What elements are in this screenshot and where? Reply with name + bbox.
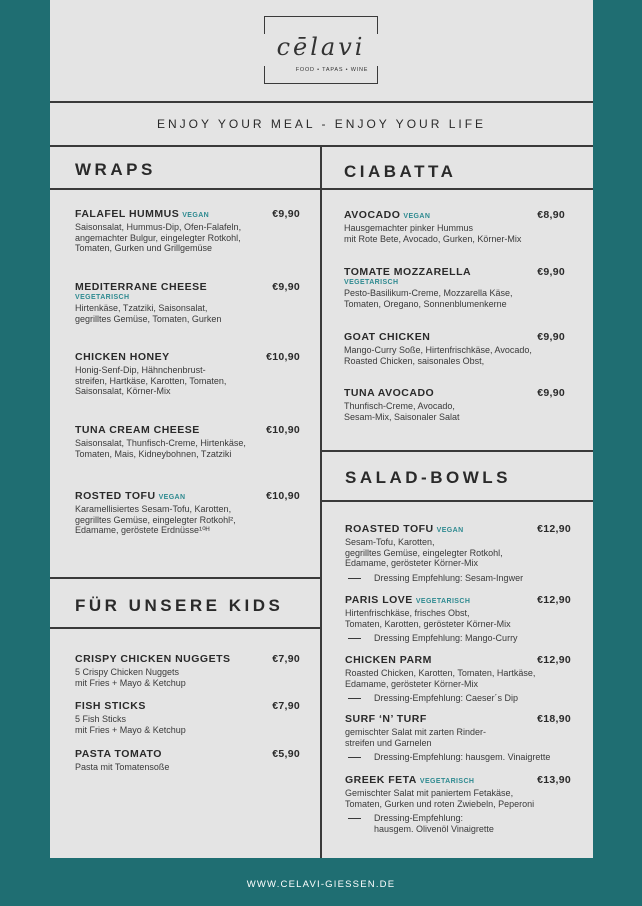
menu-item-name — [344, 387, 565, 399]
dash-line — [348, 757, 361, 758]
divider — [50, 101, 593, 103]
menu-item — [344, 209, 565, 244]
menu-item-price: €13,90 — [537, 774, 571, 786]
menu-item-title: ROSTED TOFU — [75, 490, 156, 502]
menu-item-price: €18,90 — [537, 713, 571, 725]
dressing-line: Dressing-Empfehlung: hausgem. Vinaigrette — [374, 752, 551, 762]
divider — [50, 188, 320, 190]
menu-item-description — [344, 345, 565, 366]
menu-item-title: TOMATE MOZZARELLA — [344, 266, 472, 278]
description-line: Sesam-Mix, Saisonaler Salat — [344, 411, 460, 422]
description-line: Edamame, geröstete Erdnüsse¹⁰ᴴ — [75, 525, 210, 535]
menu-item — [75, 424, 300, 459]
dressing-recommendation — [345, 633, 571, 644]
description-line: streifen und Garnelen — [345, 737, 432, 748]
menu-item-name — [75, 748, 300, 760]
description-line: Saisonsalat, Hummus-Dip, Ofen-Falafeln, — [75, 222, 242, 232]
menu-item-price: €8,90 — [537, 209, 565, 221]
description-line: mit Fries + Mayo & Ketchup — [75, 677, 186, 688]
description-line: Roasted Chicken, Karotten, Tomaten, Hartkäse, — [345, 668, 536, 678]
menu-item-price: €9,90 — [537, 387, 565, 399]
dash-line — [348, 578, 361, 579]
dressing-text — [374, 573, 523, 584]
dressing-line: hausgem. Olivenöl Vinaigrette — [374, 823, 494, 834]
menu-item — [75, 208, 300, 254]
menu-item-description — [344, 223, 565, 244]
menu-item-description — [344, 401, 565, 422]
section-title-kids: FÜR UNSERE KIDS — [75, 596, 284, 615]
menu-item — [75, 748, 300, 773]
description-line: Hausgemachter pinker Hummus — [344, 223, 474, 233]
description-line: gemischter Salat mit zarten Rinder- — [345, 727, 487, 737]
menu-item-title: ROASTED TOFU — [345, 523, 434, 535]
diet-badge: VEGETARISCH — [344, 279, 399, 286]
description-line: Tomaten, Oregano, Sonnenblumenkerne — [344, 298, 507, 309]
menu-item — [345, 594, 571, 644]
menu-item-title: FALAFEL HUMMUS — [75, 208, 180, 220]
dressing-text — [374, 752, 550, 763]
divider — [320, 188, 593, 190]
menu-item-price: €10,90 — [266, 351, 300, 363]
menu-item-price: €10,90 — [266, 424, 300, 436]
description-line: Hirtenfrischkäse, frisches Obst, — [345, 608, 470, 618]
menu-item-description — [345, 668, 571, 689]
description-line: Saisonsalat, Thunfisch-Creme, Hirtenkäse, — [75, 438, 246, 448]
menu-item-price: €12,90 — [537, 523, 571, 535]
menu-item-title: PARIS LOVE — [345, 594, 413, 606]
logo — [264, 16, 378, 84]
dressing-text — [374, 813, 494, 834]
section-title-salad-bowls: SALAD-BOWLS — [345, 468, 511, 487]
divider — [50, 145, 593, 147]
menu-item-title: MEDITERRANE CHEESE — [75, 281, 208, 293]
menu-item-name — [75, 700, 300, 712]
description-line: gegrilltes Gemüse, eingelegter Rotkohl², — [75, 514, 236, 525]
menu-item-description — [75, 504, 300, 536]
dressing-recommendation — [345, 573, 571, 584]
menu-item-price: €10,90 — [266, 490, 300, 502]
menu-item — [345, 523, 571, 583]
description-line: Thunfisch-Creme, Avocado, — [344, 401, 455, 411]
diet-badge: VEGAN — [436, 527, 464, 534]
menu-item-name — [344, 209, 565, 221]
description-line: Honig-Senf-Dip, Hähnchenbrust- — [75, 365, 206, 375]
description-line: gegrilltes Gemüse, Tomaten, Gurken — [75, 313, 222, 324]
dressing-line: Dressing Empfehlung: Sesam-Ingwer — [374, 572, 524, 583]
description-line: Tomaten, Mais, Kidneybohnen, Tzatziki — [75, 448, 232, 459]
menu-item-description — [75, 222, 300, 254]
menu-item-name — [344, 331, 565, 343]
logo-name: cēlavi — [276, 33, 366, 61]
menu-item-price: €7,90 — [272, 653, 300, 665]
menu-item-title: CHICKEN PARM — [345, 654, 432, 666]
menu-item — [345, 713, 571, 763]
description-line: 5 Fish Sticks — [75, 714, 127, 724]
description-line: Gemischter Salat mit paniertem Fetakäse, — [345, 788, 514, 798]
dash-line — [348, 698, 361, 699]
description-line: Roasted Chicken, saisonales Obst, — [344, 355, 485, 366]
menu-item — [344, 387, 565, 422]
menu-item — [75, 700, 300, 735]
menu-item-name — [75, 281, 300, 301]
menu-item-price: €9,90 — [537, 331, 565, 343]
description-line: 5 Crispy Chicken Nuggets — [75, 667, 180, 677]
divider — [320, 500, 593, 502]
description-line: Tomaten, Karotten, gerösteter Körner-Mix — [345, 618, 511, 629]
menu-item-description — [75, 762, 300, 773]
description-line: angemachter Bulgur, eingelegter Rotkohl, — [75, 232, 241, 243]
dressing-line: Dressing-Empfehlung: Caeser´s Dip — [374, 693, 519, 703]
description-line: Pesto-Basilikum-Creme, Mozzarella Käse, — [344, 288, 513, 298]
menu-item-price: €5,90 — [272, 748, 300, 760]
description-line: Saisonsalat, Körner-Mix — [75, 386, 171, 396]
description-line: mit Fries + Mayo & Ketchup — [75, 724, 186, 735]
menu-item-title: GOAT CHICKEN — [344, 331, 431, 343]
dressing-text — [374, 633, 518, 644]
dressing-recommendation — [345, 813, 571, 834]
description-line: gegrilltes Gemüse, eingelegter Rotkohl, — [345, 547, 503, 558]
menu-item-description — [344, 288, 565, 309]
logo-subtitle: FOOD • TAPAS • WINE — [295, 67, 369, 73]
menu-item — [75, 281, 300, 324]
divider — [50, 577, 320, 579]
menu-item-name — [75, 653, 300, 665]
description-line: Edamame, gerösteter Körner-Mix — [345, 678, 479, 689]
menu-item-description — [345, 537, 571, 569]
menu-item-description — [75, 365, 300, 397]
description-line: Pasta mit Tomatensoße — [75, 762, 170, 772]
menu-item-description — [75, 667, 300, 688]
menu-item-description — [345, 608, 571, 629]
description-line: Hirtenkäse, Tzatziki, Saisonsalat, — [75, 303, 208, 313]
menu-item-description — [75, 438, 300, 459]
section-title-ciabatta: CIABATTA — [344, 162, 457, 181]
menu-item-title: GREEK FETA — [345, 774, 417, 786]
menu-item-price: €9,90 — [272, 281, 300, 293]
menu-item-title: TUNA AVOCADO — [344, 387, 435, 399]
divider — [50, 627, 320, 629]
divider — [320, 450, 593, 452]
menu-item-price: €7,90 — [272, 700, 300, 712]
menu-page — [50, 0, 593, 858]
description-line: Tomaten, Gurken und Grillgemüse — [75, 243, 213, 253]
menu-item-title: AVOCADO — [344, 209, 401, 221]
dressing-line: Dressing Empfehlung: Mango-Curry — [374, 633, 518, 643]
dash-line — [348, 638, 361, 639]
description-line: mit Rote Bete, Avocado, Gurken, Körner-Mix — [344, 233, 522, 244]
menu-item-price: €12,90 — [537, 654, 571, 666]
column-divider — [320, 145, 322, 858]
diet-badge: VEGAN — [182, 212, 210, 219]
diet-badge: VEGETARISCH — [415, 598, 471, 605]
motto: ENJOY YOUR MEAL - ENJOY YOUR LIFE — [156, 117, 487, 131]
description-line: Tomaten, Gurken und roten Zwiebeln, Peperoni — [345, 798, 535, 809]
menu-item — [345, 654, 571, 704]
description-line: Sesam-Tofu, Karotten, — [345, 537, 435, 547]
menu-item-name — [75, 208, 300, 220]
menu-item-description — [345, 727, 571, 748]
menu-item-name — [344, 266, 565, 286]
dressing-text — [374, 693, 518, 704]
dressing-recommendation — [345, 752, 571, 763]
menu-item — [75, 490, 300, 536]
website-link[interactable]: WWW.CELAVI-GIESSEN.DE — [246, 879, 396, 890]
menu-item-price: €9,90 — [537, 266, 565, 278]
section-title-wraps: WRAPS — [75, 160, 156, 179]
menu-item-title: TUNA CREAM CHEESE — [75, 424, 200, 436]
menu-item-title: SURF ‘N’ TURF — [345, 713, 427, 725]
menu-item — [75, 351, 300, 397]
menu-item-price: €9,90 — [272, 208, 300, 220]
menu-item-description — [75, 303, 300, 324]
menu-item — [344, 266, 565, 309]
dressing-recommendation — [345, 693, 571, 704]
menu-item-title: CHICKEN HONEY — [75, 351, 170, 363]
description-line: Karamellisiertes Sesam-Tofu, Karotten, — [75, 504, 232, 514]
menu-item-title: PASTA TOMATO — [75, 748, 162, 760]
diet-badge: VEGAN — [158, 494, 186, 501]
description-line: streifen, Hartkäse, Karotten, Tomaten, — [75, 375, 227, 386]
description-line: Edamame, gerösteter Körner-Mix — [345, 558, 479, 568]
dressing-line: Dressing-Empfehlung: — [374, 813, 464, 823]
diet-badge: VEGETARISCH — [75, 294, 130, 301]
menu-item — [345, 774, 571, 834]
menu-item-title: CRISPY CHICKEN NUGGETS — [75, 653, 231, 665]
diet-badge: VEGAN — [403, 213, 431, 220]
dash-line — [348, 818, 361, 819]
menu-item-description — [75, 714, 300, 735]
description-line: Mango-Curry Soße, Hirtenfrischkäse, Avocado, — [344, 345, 532, 355]
menu-item-title: FISH STICKS — [75, 700, 146, 712]
menu-item — [344, 331, 565, 366]
menu-item — [75, 653, 300, 688]
diet-badge: VEGETARISCH — [419, 778, 475, 785]
menu-item-description — [345, 788, 571, 809]
menu-item-price: €12,90 — [537, 594, 571, 606]
